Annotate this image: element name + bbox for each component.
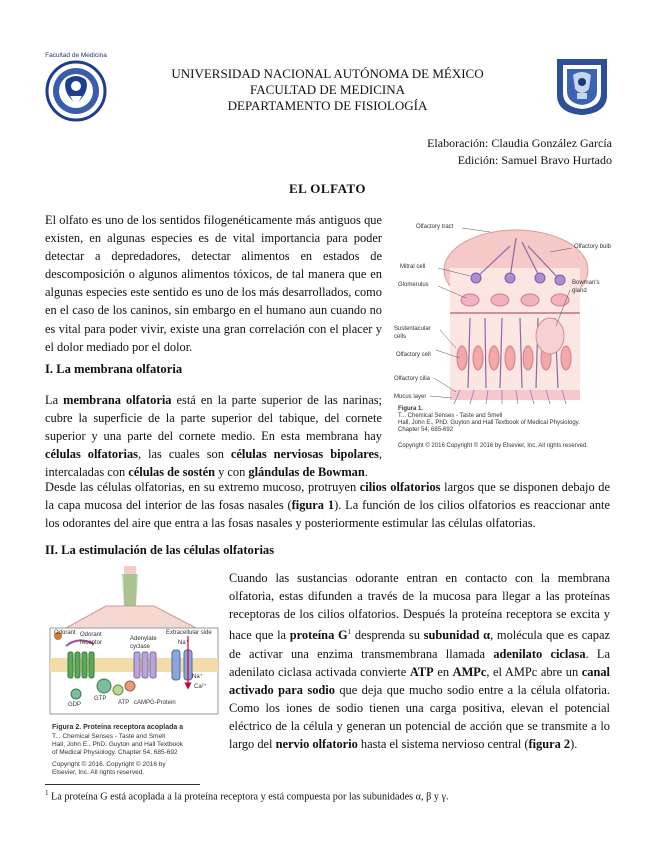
term-canal: canal activado para sodio [229, 664, 610, 697]
department-name: DEPARTAMENTO DE FISIOLOGÍA [227, 98, 428, 113]
term-atp: ATP [409, 664, 434, 679]
text-run: Cuando las sustancias odorante entran en contacto con la membrana olfatoria, estas difunden a través de la mucosa para llegar a las proteínas receptoras de los cilios olfatorios. Después la proteína receptora se excita y hace que la [229, 571, 610, 643]
fig2-label-odorant: Odorant [54, 630, 76, 636]
fig1-label-cell: Olfactory cell [396, 352, 431, 358]
figure-2-ref: figura 2 [528, 736, 571, 751]
text-run: en [433, 664, 453, 679]
term-proteina-g: proteína G [289, 628, 348, 643]
fig2-label-channel: Na⁺ [192, 674, 203, 680]
fig2-caption-title: Figura 2. Proteína receptora acoplada a [52, 724, 184, 731]
figure-1 [390, 218, 612, 458]
fig1-copyright: Copyright © 2016 Copyright © 2016 by Elsevier, Inc. All rights reserved. [398, 443, 588, 449]
fig1-label-mitral: Mitral cell [400, 264, 426, 270]
term-sosten: células de sostén [128, 465, 215, 480]
term-adenilato: adenilato ciclasa [493, 646, 586, 661]
text-run: ). La función de los cilios olfatorios es reaccionar ante los odorantes del aire que entra a las fosas nasales y posteriormente estimular las células olfatorias. [45, 498, 610, 531]
text-run: , molécula que es capaz de activar una enzima transmembrana llamada [229, 628, 610, 661]
fig2-label-atp: ATP [118, 700, 130, 706]
fig2-caption-line: of Medical Physiology. Chapter 54, 685-692 [52, 749, 178, 756]
fig1-label-glomerulus: Glomerulus [398, 282, 429, 288]
page-title: EL OLFATO [288, 181, 367, 196]
footnote-number: 1 [45, 789, 49, 797]
fig1-caption-line: Chapter 54, 685-692 [398, 427, 454, 433]
term-subunidad: subunidad α [423, 628, 491, 643]
fig1-label-bulb: Olfactory bulb [574, 244, 612, 250]
text-run: desprenda su [351, 628, 424, 643]
fig2-label-ca: Ca²⁺ [194, 684, 207, 690]
figure-2 [46, 566, 222, 780]
intro-paragraph: El olfato es uno de los sentidos filogenéticamente más antiguos que existen, en algunas especies es de vital importancia para poder detectar a depredadores, detectar alimentos en estados de descomposición o algunos alimentos tóxicos, de tal manera que en algunas especies este sentido es uno de los más desarrollados, como en el caso de los caninos, sin embargo en el humano aun cuando no es vital para poder vivir, existe una gran correlación con el placer y el dolor mediado por el dolor. [45, 213, 382, 354]
fig2-copyright: Copyright © 2016. Copyright © 2016 by [52, 761, 166, 768]
fig2-label-na: Na⁺ [178, 640, 189, 646]
credit-edition: Edición: Samuel Bravo Hurtado [457, 153, 612, 167]
credit-elaboration: Elaboración: Claudia González García [427, 136, 612, 150]
footnote-marker: 1 [347, 628, 352, 637]
faculty-logo-text: Facultad de Medicina [45, 52, 107, 59]
text-run: Desde las células olfatorias, en su extremo mucoso, protruyen [45, 480, 360, 494]
section-1-paragraph-2 [45, 478, 610, 532]
text-run: La [45, 393, 64, 407]
fig1-label-mucus: Mucus layer [394, 394, 427, 400]
text-run: largos que se disponen debajo de la capa mucosa del interior de las fosas nasales ( [45, 480, 610, 513]
section-2-paragraph [229, 569, 610, 753]
text-run: hasta el sistema nervioso central ( [357, 736, 529, 751]
faculty-name: FACULTAD DE MEDICINA [250, 82, 405, 97]
fig2-copyright: Elsevier, Inc. All rights reserved. [52, 769, 145, 776]
text-run: está en la parte superior de las narinas; cubre la superficie de la parte superior del tabique, del cornete superior y una parte del cornete medio. En esta membrana hay [45, 393, 382, 444]
fig1-caption-title: Figura 1. [398, 406, 424, 412]
text-run: , las cuales son [138, 447, 231, 462]
fig2-label-extracellular: Extracellular side [166, 630, 212, 636]
term-cilios: cilios olfatorios [359, 480, 441, 494]
footnote [45, 789, 449, 802]
footnote-text: La proteína G está acoplada a la proteína receptora y está compuesta por las subunidades α, β y γ. [51, 791, 449, 803]
figure-1-ref: figura 1 [291, 498, 335, 513]
section-2-heading: II. La estimulación de las células olfatorias [45, 543, 275, 557]
fig2-caption-line: Hall, John E., PhD. Guyton and Hall Textbook [52, 741, 184, 748]
term-bipolares: células nerviosas bipolares [230, 447, 379, 462]
fig2-label-adenylate: Adenylate cyclase [130, 636, 157, 650]
fig1-caption-line: Hall, John E., PhD. Guyton and Hall Textbook of Medical Physiology. [398, 420, 580, 426]
footnote-divider [45, 784, 200, 785]
fig1-caption-line: T... Chemical Senses - Taste and Smell [398, 413, 503, 419]
text-run: y con [215, 465, 249, 480]
term-nervio: nervio olfatorio [275, 736, 358, 751]
text-run: , intercaladas con [45, 447, 382, 480]
section-1-paragraph [45, 391, 382, 481]
fig2-label-gdp: GDP [68, 702, 82, 708]
text-run: que deja que mucho sodio entre a la célula olfatoria. Como los iones de sodio tienen una carga positiva, elevan el potencial eléctrico de la célula y generan un potencial de acción que se transmite a lo largo del [229, 682, 610, 751]
text-run: . [364, 465, 368, 480]
text-run: ). [570, 736, 578, 751]
fig1-label-cilia: Olfactory cilia [394, 376, 431, 382]
fig2-label-gtp: GTP [94, 696, 107, 702]
fig2-label-camp: cAMP [134, 700, 151, 706]
term-celulas-olfatorias: células olfatorias [45, 447, 139, 462]
term-membrana: membrana olfatoria [63, 393, 172, 407]
section-1-heading: I. La membrana olfatoria [45, 362, 183, 376]
fig1-label-sustentacular: Sustentacular cells [394, 326, 431, 340]
term-bowman: glándulas de Bowman [248, 465, 365, 480]
fig2-caption-line: T... Chemical Senses - Taste and Smell [52, 733, 165, 740]
university-name: UNIVERSIDAD NACIONAL AUTÓNOMA DE MÉXICO [171, 66, 484, 81]
text-run: , el AMPc abre un [486, 664, 582, 679]
text-run: . La adenilato ciclasa activada convierte [229, 646, 611, 679]
term-ampc: AMPc [452, 664, 487, 679]
fig1-label-tract: Olfactory tract [416, 224, 454, 230]
fig2-label-gprot: G-Protein [150, 700, 176, 706]
fig2-label-receptor: Odorant receptor [80, 632, 103, 646]
fig1-label-bowman: Bowman's gland [572, 280, 600, 294]
